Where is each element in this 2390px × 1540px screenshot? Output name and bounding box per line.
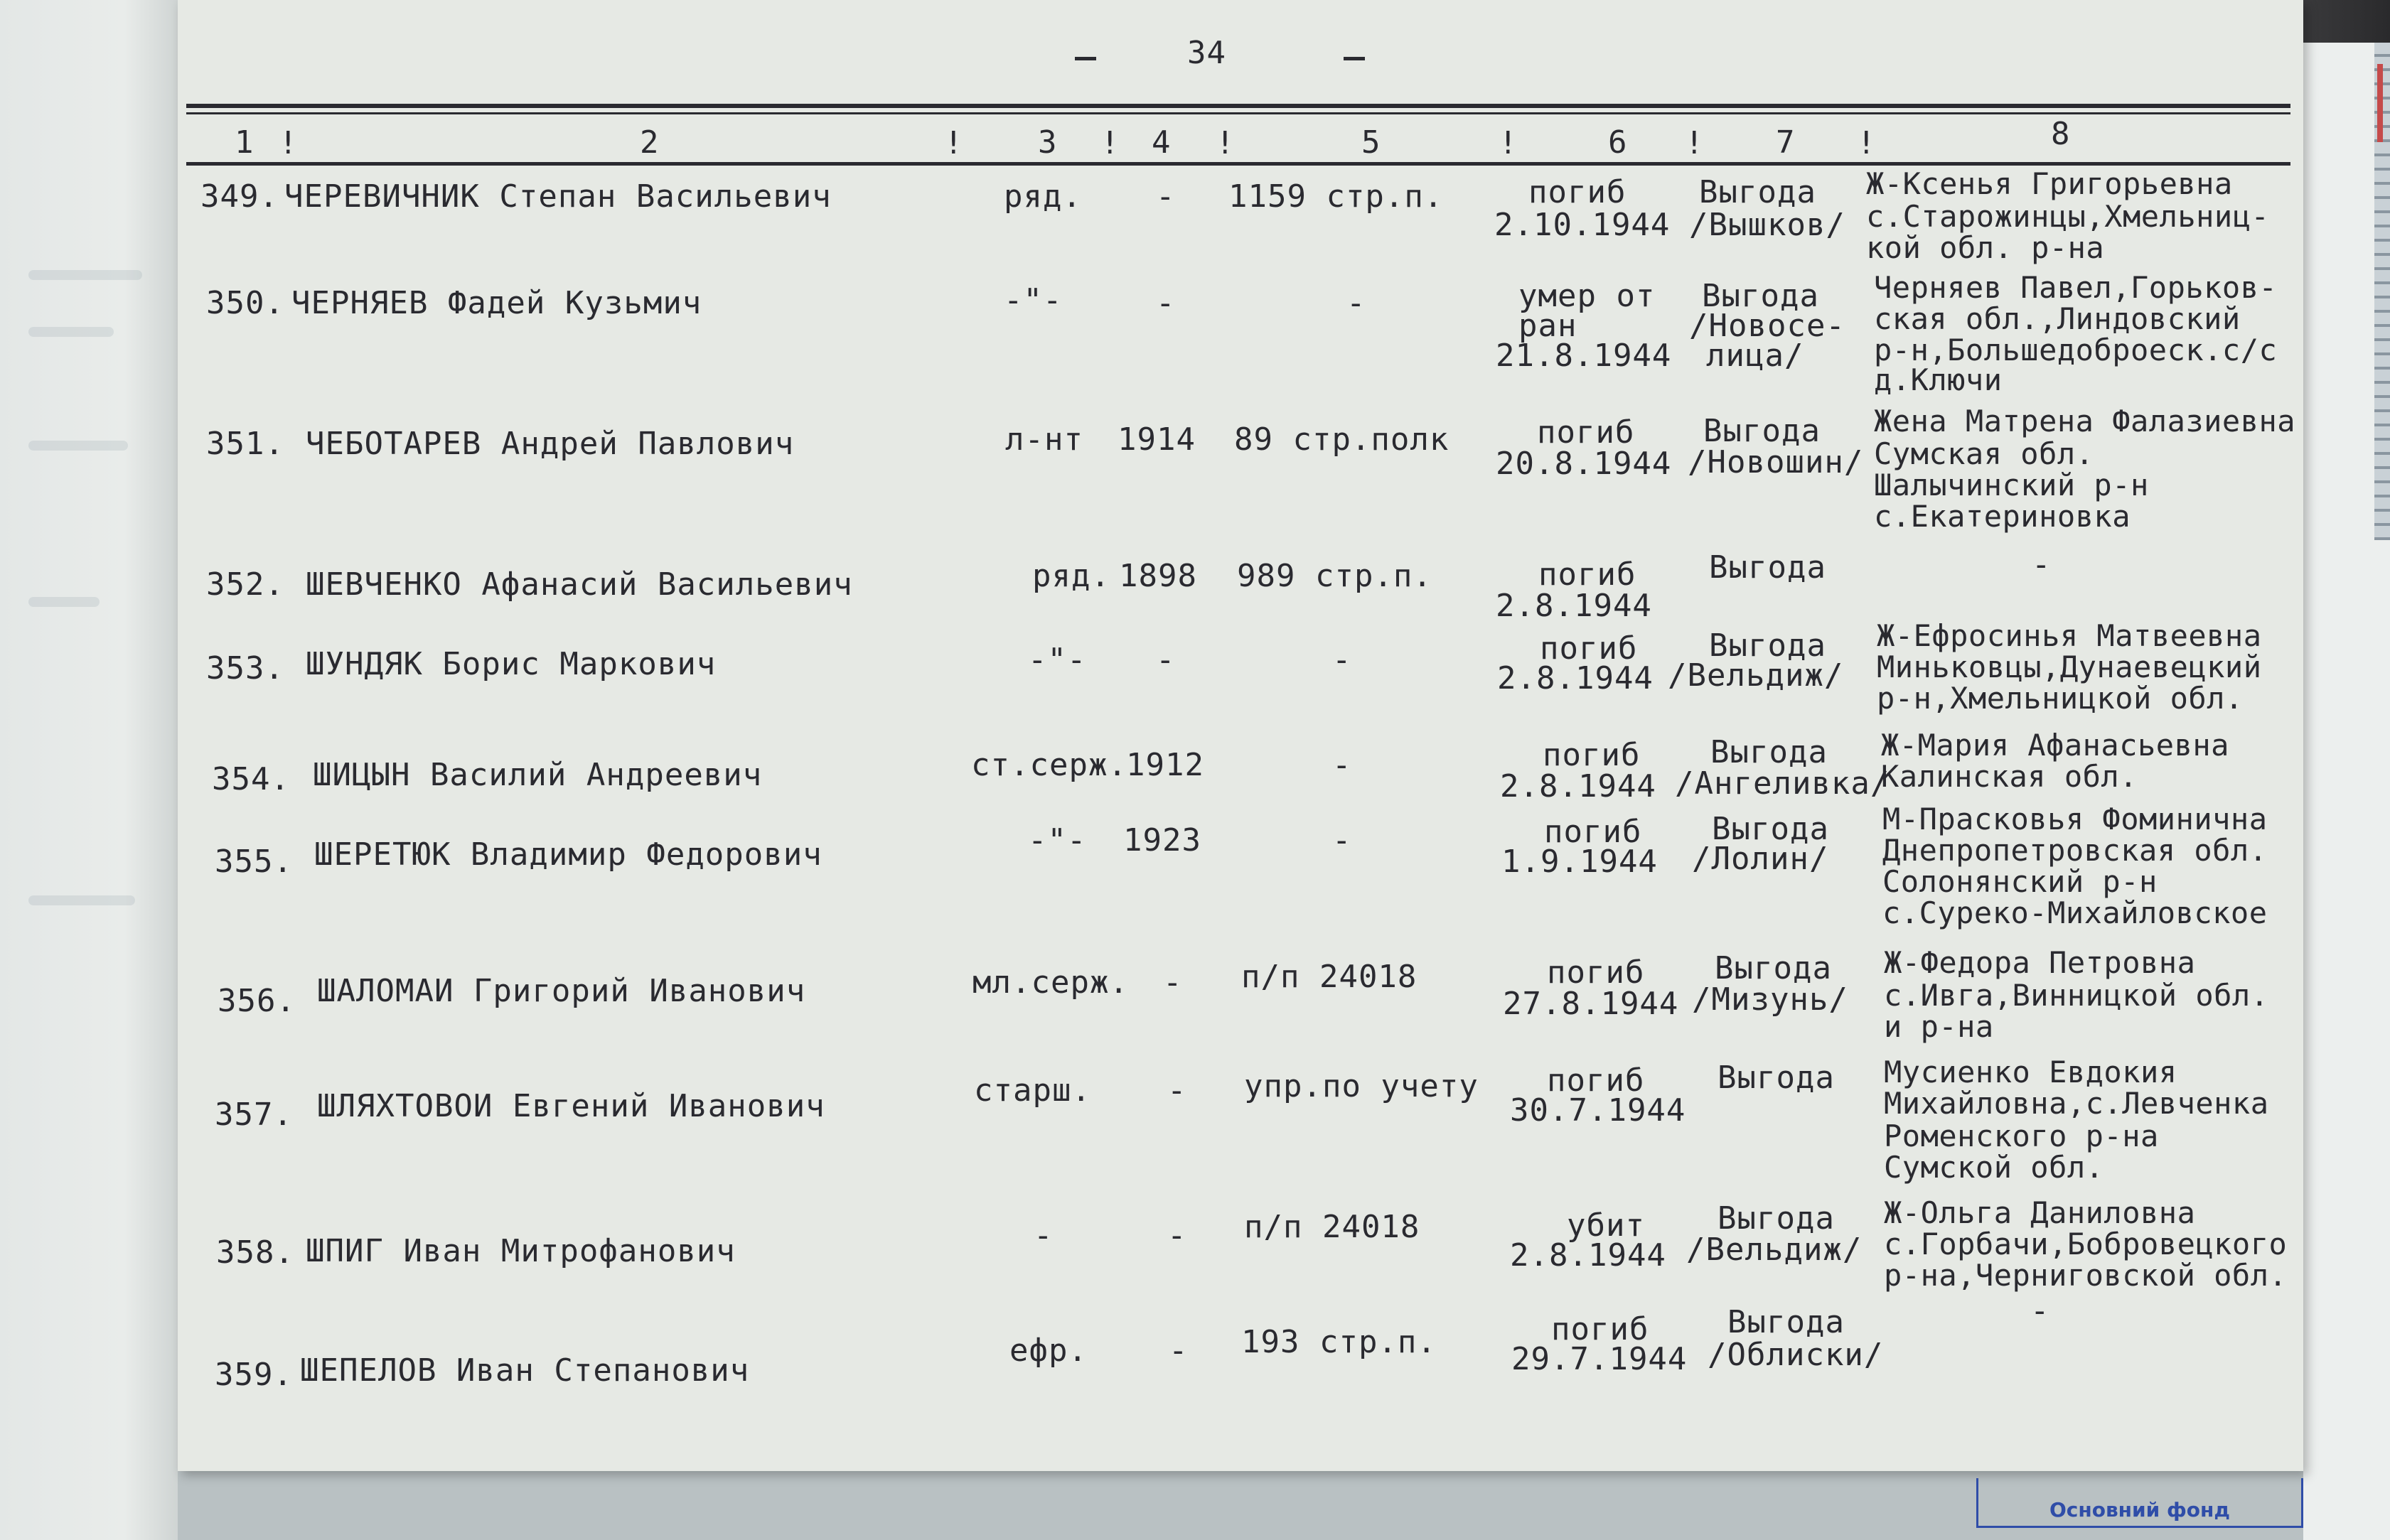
entry-name: ЧЕРНЯЕВ Фадей Кузьмич: [291, 285, 702, 321]
entry-place-line: лица/: [1706, 338, 1804, 374]
entry-rank: мл.серж.: [972, 964, 1129, 1001]
entry-name: ЧЕРЕВИЧНИК Степан Васильевич: [284, 178, 832, 215]
entry-status-date: 20.8.1944: [1496, 446, 1672, 482]
entry-place-line: Выгода: [1710, 734, 1828, 770]
entry-name: ШИЦЫН Василий Андреевич: [313, 757, 763, 793]
entry-place-line: /Вельдиж/: [1668, 657, 1844, 694]
entry-rank: -: [1034, 1217, 1054, 1254]
entry-relative-line: р-н,Хмельницкой обл.: [1877, 681, 2244, 716]
table-top-rule-thin: [186, 112, 2290, 114]
table-top-rule: [186, 104, 2290, 108]
column-separator: !: [1685, 125, 1704, 161]
entry-name: ШЛЯХТОВОИ Евгений Иванович: [317, 1088, 825, 1124]
entry-rank: ефр.: [1009, 1332, 1088, 1369]
entry-unit: 193 стр.п.: [1241, 1324, 1437, 1360]
entry-relative-line: с.Екатериновка: [1874, 499, 2131, 534]
entry-relative-line: Ж-Ольга Даниловна: [1884, 1195, 2196, 1230]
entry-place-line: Выгода: [1718, 1060, 1835, 1096]
header-dash-right: [1344, 57, 1365, 60]
entry-status-line: погиб: [1543, 737, 1641, 773]
entry-status-date: 2.10.1944: [1494, 207, 1671, 243]
entry-relative-line: -: [2032, 546, 2052, 583]
entry-status-line: погиб: [1528, 174, 1627, 210]
entry-unit: упр.по учету: [1244, 1068, 1479, 1104]
entry-relative-line: Сумская обл.: [1874, 436, 2094, 471]
entry-relative-line: д.Ключи: [1874, 362, 2003, 397]
entry-number: 352.: [206, 566, 284, 603]
entry-birth-year: 1923: [1123, 822, 1201, 858]
entry-relative-line: Роменского р-на: [1884, 1119, 2159, 1153]
entry-birth-year: -: [1156, 178, 1176, 215]
entry-rank: -"-: [1028, 642, 1087, 678]
entry-place-line: Выгода: [1718, 1200, 1835, 1237]
entry-name: ЧЕБОТАРЕВ Андрей Павлович: [306, 426, 795, 462]
entry-relative-line: Ж-Ефросинья Матвеевна: [1877, 618, 2262, 653]
entry-place-line: Выгода: [1727, 1304, 1845, 1340]
entry-relative-line: с.Горбачи,Бобровецкого: [1884, 1227, 2288, 1261]
entry-relative-line: Ж-Ксенья Григорьевна: [1866, 166, 2233, 201]
entry-place-line: Выгода: [1703, 413, 1821, 449]
entry-unit: 89 стр.полк: [1234, 421, 1449, 458]
entry-status-date: 1.9.1944: [1501, 844, 1658, 880]
column-separator: !: [279, 125, 298, 161]
column-separator: !: [1499, 125, 1518, 161]
entry-relative-line: с.Старожинцы,Хмельниц-: [1866, 199, 2270, 234]
entry-number: 351.: [206, 426, 284, 462]
entry-status-date: 2.8.1944: [1500, 768, 1656, 804]
entry-birth-year: -: [1167, 1072, 1187, 1109]
column-header-1: 1: [235, 124, 254, 161]
entry-name: ШЕВЧЕНКО Афанасий Васильевич: [306, 566, 853, 603]
entry-rank: ряд.: [1004, 178, 1082, 215]
entry-place-line: Выгода: [1709, 628, 1826, 664]
column-separator: !: [1857, 125, 1876, 161]
entry-relative-line: Шалычинский р-н: [1874, 468, 2149, 502]
entry-relative-line: с.Ивга,Винницкой обл.: [1884, 978, 2269, 1013]
entry-rank: старш.: [974, 1072, 1091, 1109]
entry-status-line: ран: [1518, 308, 1577, 344]
entry-status-line: погиб: [1547, 954, 1645, 991]
entry-status-line: погиб: [1540, 630, 1638, 667]
bleed-through-mark: [28, 895, 135, 905]
entry-birth-year: 1912: [1126, 747, 1204, 783]
entry-place-line: Выгода: [1702, 278, 1819, 314]
entry-place-line: /Вышков/: [1689, 207, 1845, 243]
entry-relative-line: р-на,Черниговской обл.: [1884, 1258, 2288, 1293]
entry-place-line: /Лолин/: [1692, 841, 1829, 877]
column-header-6: 6: [1608, 124, 1628, 161]
entry-relative-line: Ж-Мария Афанасьевна: [1881, 728, 2229, 763]
entry-rank: -"-: [1004, 282, 1063, 318]
entry-status-line: убит: [1567, 1207, 1645, 1244]
entry-relative-line: Ж-Федора Петровна: [1884, 945, 2196, 980]
entry-number: 353.: [206, 650, 284, 686]
entry-number: 349.: [200, 178, 279, 215]
entry-name: ШАЛОМАИ Григорий Иванович: [317, 973, 806, 1009]
entry-unit: п/п 24018: [1241, 959, 1418, 995]
entry-relative-line: Миньковцы,Дунаевецкий: [1877, 650, 2262, 684]
column-header-7: 7: [1776, 124, 1796, 161]
entry-number: 355.: [215, 844, 293, 880]
entry-status-line: погиб: [1551, 1311, 1649, 1347]
entry-place-line: Выгода: [1709, 549, 1826, 586]
entry-number: 358.: [216, 1234, 294, 1271]
entry-place-line: Выгода: [1712, 811, 1829, 847]
entry-name: ШПИГ Иван Митрофанович: [306, 1233, 736, 1269]
bleed-through-mark: [28, 270, 142, 280]
entry-rank: -"-: [1028, 822, 1087, 858]
bleed-through-mark: [28, 327, 114, 337]
entry-relative-line: кой обл. р-на: [1866, 230, 2105, 265]
entry-unit: 989 стр.п.: [1237, 558, 1432, 594]
entry-rank: л-нт: [1005, 421, 1083, 458]
entry-status-line: погиб: [1538, 556, 1636, 593]
entry-place-line: Выгода: [1715, 950, 1832, 986]
entry-rank: ряд.: [1032, 558, 1110, 594]
entry-name: ШЕПЕЛОВ Иван Степанович: [300, 1352, 750, 1389]
entry-relative-line: ская обл.,Линдовский: [1874, 301, 2241, 336]
entry-status-date: 29.7.1944: [1511, 1341, 1688, 1377]
entry-status-date: 27.8.1944: [1503, 986, 1679, 1022]
entry-status-line: погиб: [1544, 814, 1642, 850]
entry-place-line: /Новошин/: [1688, 444, 1864, 480]
entry-relative-line: Днепропетровская обл.: [1882, 833, 2268, 868]
entry-status-date: 21.8.1944: [1496, 338, 1672, 374]
column-header-5: 5: [1361, 124, 1381, 161]
entry-status-line: умер от: [1518, 278, 1656, 314]
entry-relative-line: Черняев Павел,Горьков-: [1874, 270, 2278, 305]
entry-relative-line: Жена Матрена Фалазиевна: [1874, 404, 2296, 438]
red-mark: [2377, 64, 2383, 142]
entry-number: 356.: [218, 983, 296, 1019]
left-page: [0, 0, 178, 1540]
entry-birth-year: -: [1167, 1217, 1187, 1254]
bleed-through-mark: [28, 441, 128, 451]
entry-birth-year: -: [1169, 1332, 1189, 1369]
column-header-2: 2: [640, 124, 660, 161]
entry-place-line: Выгода: [1699, 174, 1816, 210]
entry-status-date: 30.7.1944: [1510, 1092, 1686, 1129]
header-bottom-rule: [186, 162, 2290, 166]
entry-birth-year: -: [1156, 642, 1176, 678]
bleed-through-mark: [28, 597, 100, 607]
entry-number: 359.: [215, 1357, 293, 1393]
entry-relative-line: Михайловна,с.Левченка: [1884, 1086, 2269, 1121]
column-header-3: 3: [1038, 124, 1058, 161]
entry-number: 354.: [212, 761, 290, 797]
entry-relative-line: М-Прасковья Фоминична: [1882, 802, 2268, 836]
column-separator: !: [1216, 125, 1235, 161]
entry-status-date: 2.8.1944: [1497, 660, 1654, 696]
entry-status-line: погиб: [1537, 414, 1635, 451]
entry-birth-year: -: [1163, 964, 1183, 1001]
column-separator: !: [1100, 125, 1120, 161]
column-header-8: 8: [2051, 116, 2071, 152]
entry-unit: 1159 стр.п.: [1228, 178, 1444, 215]
entry-number: 357.: [215, 1097, 293, 1133]
entry-place-line: /Ангеливка/: [1675, 765, 1890, 802]
header-dash-left: [1075, 57, 1096, 60]
entry-place-line: /Мизунь/: [1692, 981, 1848, 1018]
entry-name: ШУНДЯК Борис Маркович: [306, 646, 717, 682]
entry-relative-line: Калинская обл.: [1881, 759, 2138, 794]
column-header-4: 4: [1152, 124, 1172, 161]
entry-rank: ст.серж.: [971, 747, 1127, 783]
entry-birth-year: -: [1156, 285, 1176, 321]
entry-unit: -: [1332, 642, 1352, 678]
entry-relative-line: Солонянский р-н: [1882, 864, 2158, 899]
entry-relative-line: -: [2030, 1293, 2050, 1329]
entry-status-line: погиб: [1547, 1062, 1645, 1099]
entry-place-line: /Новосе-: [1689, 308, 1845, 344]
entry-unit: -: [1332, 822, 1352, 858]
entry-relative-line: Мусиенко Евдокия: [1884, 1055, 2177, 1089]
entry-number: 350.: [206, 285, 284, 321]
entry-unit: -: [1332, 747, 1352, 783]
entry-status-date: 2.8.1944: [1496, 588, 1652, 624]
entry-birth-year: 1914: [1118, 421, 1196, 458]
entry-status-date: 2.8.1944: [1510, 1237, 1666, 1274]
entry-place-line: /Облиски/: [1708, 1337, 1884, 1373]
entry-relative-line: Сумской обл.: [1884, 1150, 2104, 1185]
entry-relative-line: р-н,Большедоброеск.с/с: [1874, 333, 2278, 367]
entry-unit: -: [1346, 285, 1366, 321]
entry-birth-year: 1898: [1119, 558, 1197, 594]
page-number: 34: [1187, 35, 1226, 71]
entry-name: ШЕРЕТЮК Владимир Федорович: [314, 836, 822, 873]
entry-place-line: /Вельдиж/: [1686, 1232, 1863, 1268]
entry-unit: п/п 24018: [1244, 1209, 1420, 1245]
entry-relative-line: с.Суреко-Михайловское: [1882, 895, 2268, 930]
column-separator: !: [944, 125, 963, 161]
entry-relative-line: и р-на: [1884, 1009, 1994, 1044]
archive-stamp: Основний фонд: [1976, 1478, 2303, 1528]
